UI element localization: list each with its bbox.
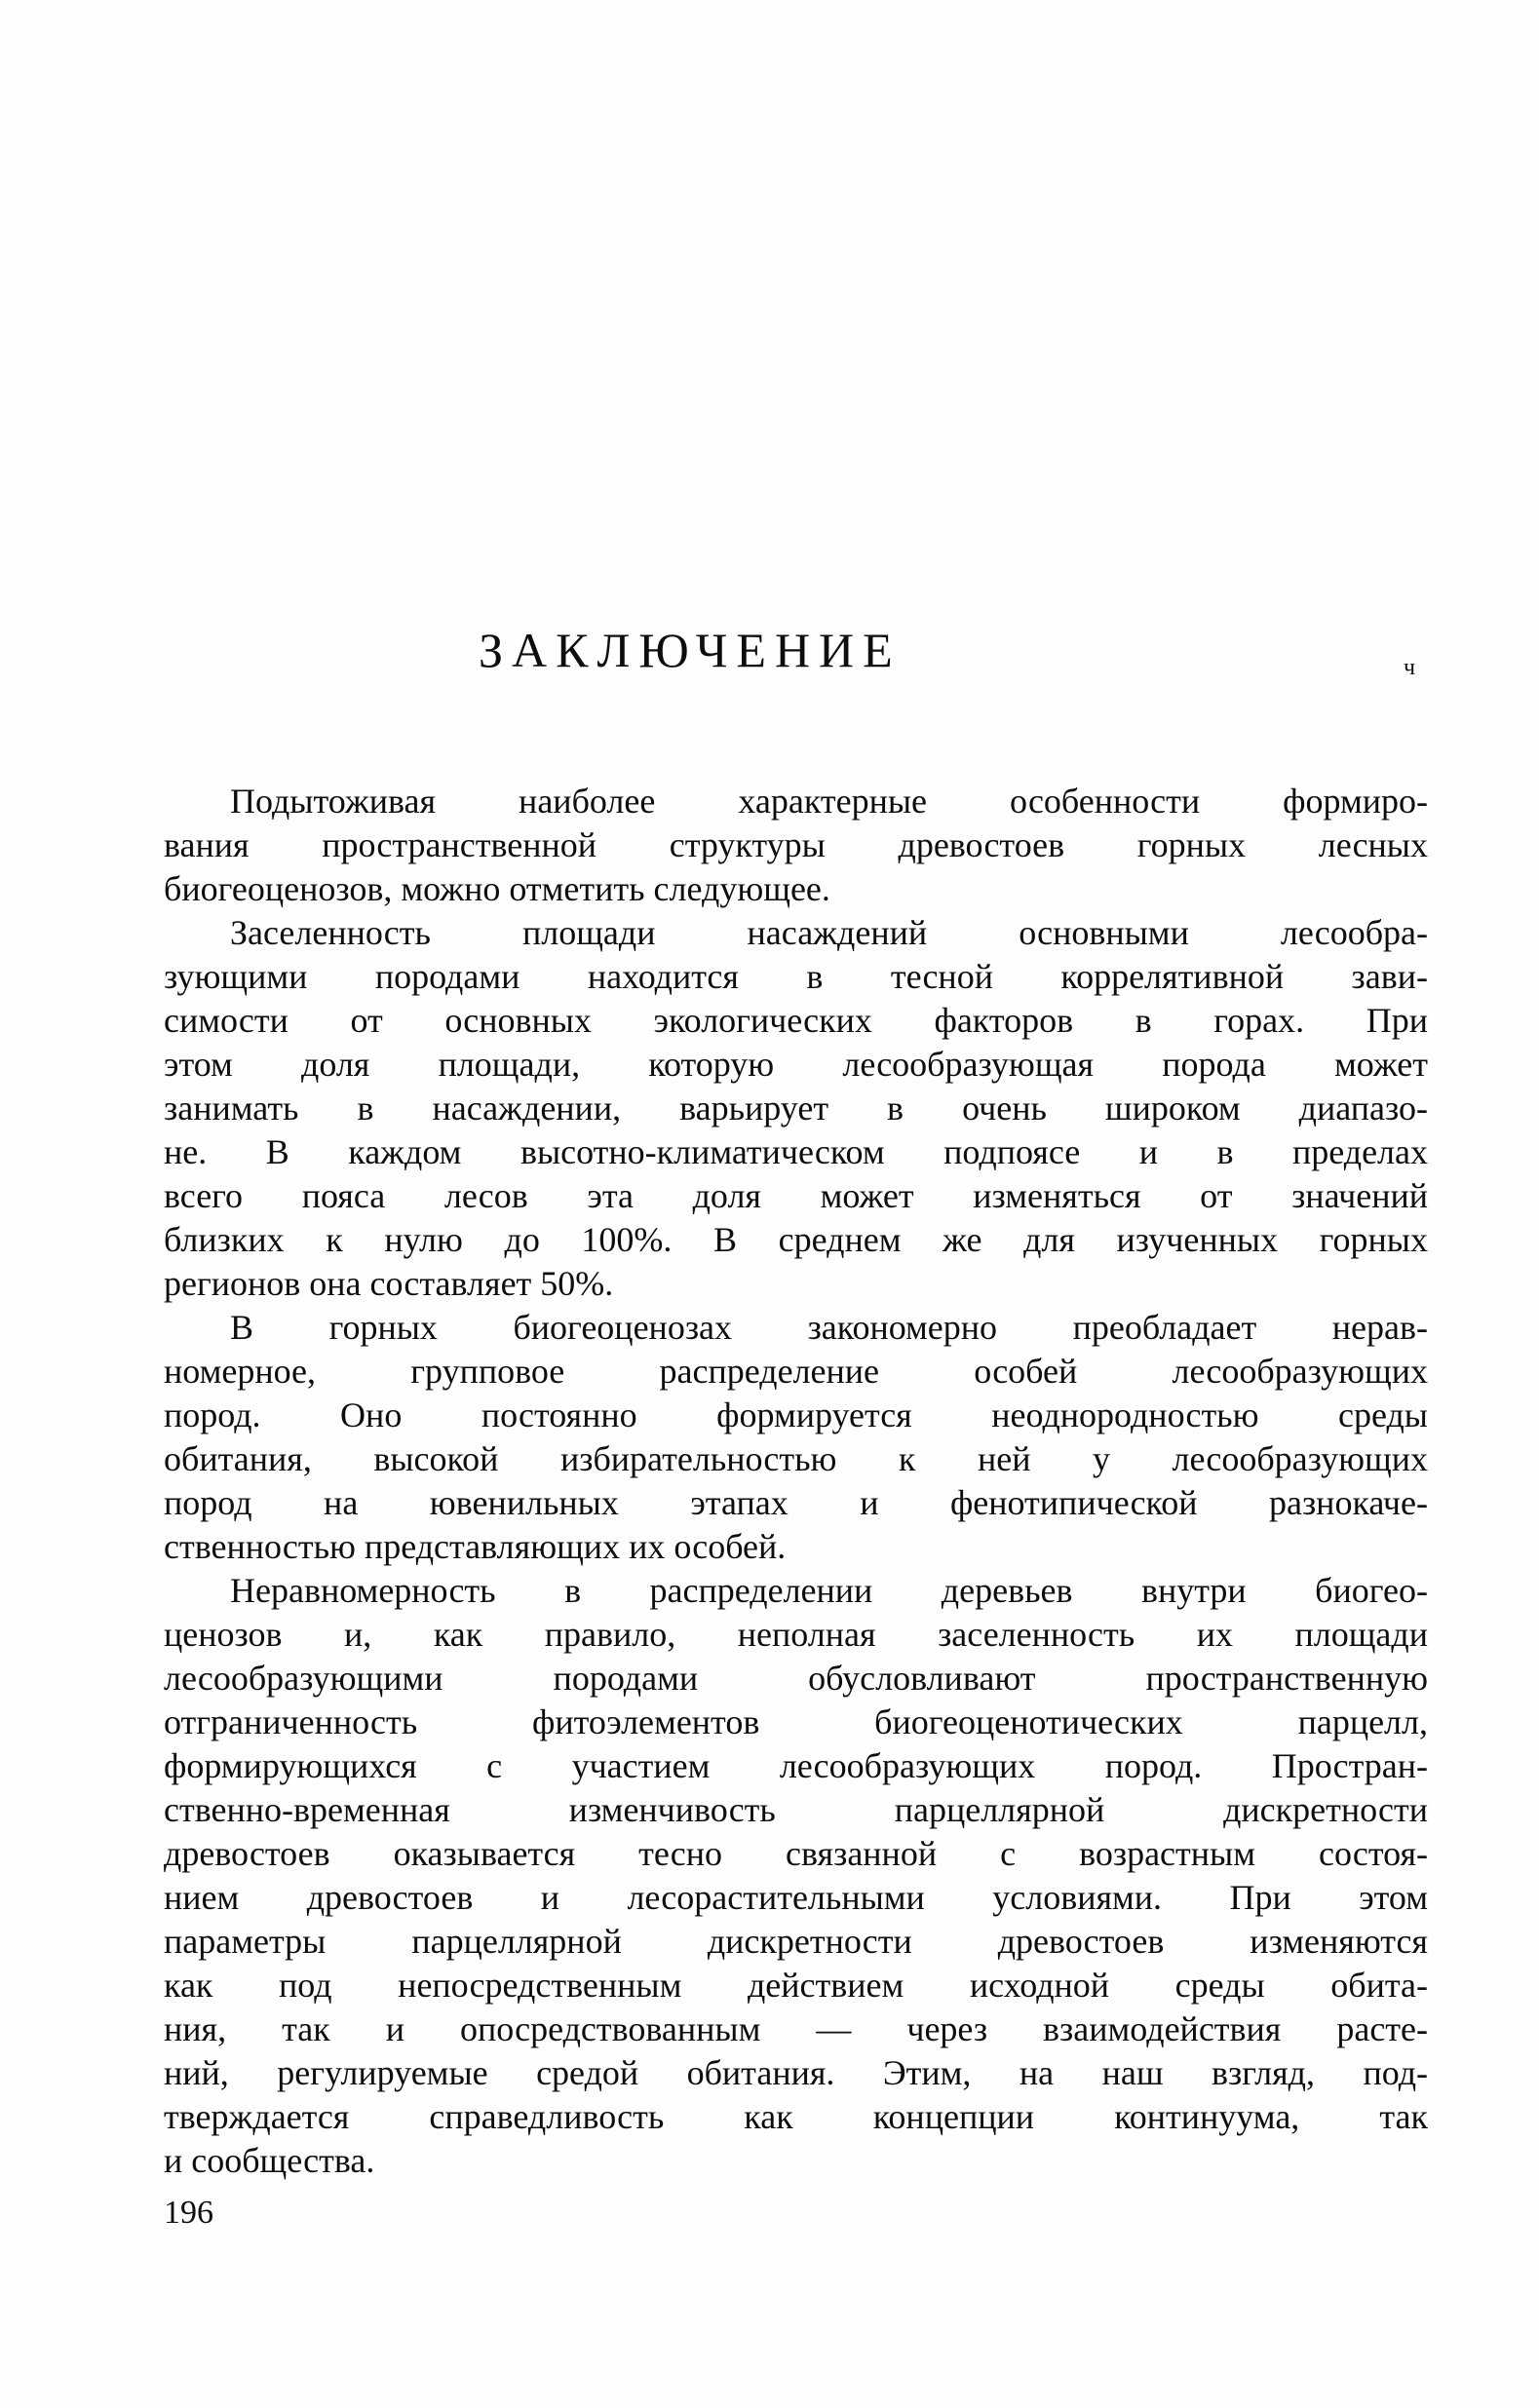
text-line: нием древостоев и лесорастительными условиями. При этом xyxy=(164,1878,1428,1917)
text-line: ния, так и опосредствованным — через взаимодействия расте- xyxy=(164,2009,1428,2048)
text-line: Заселенность площади насаждений основными лесообра- xyxy=(230,913,1428,952)
text-line: регионов она составляет 50%. xyxy=(164,1264,614,1303)
text-line: пород на ювенильных этапах и фенотипической разнокаче- xyxy=(164,1483,1428,1522)
text-line: вания пространственной структуры древостоев горных лесных xyxy=(164,825,1428,864)
text-line: биогеоценозов, можно отметить следующее. xyxy=(164,869,830,908)
print-artifact-mark: ч xyxy=(1404,655,1416,680)
chapter-title: ЗАКЛЮЧЕНИЕ xyxy=(479,623,902,677)
text-block xyxy=(164,780,1428,2183)
text-line: древостоев оказывается тесно связанной с возрастным состоя- xyxy=(164,1834,1428,1873)
text-line: и сообщества. xyxy=(164,2141,375,2180)
text-line: пород. Оно постоянно формируется неоднородностью среды xyxy=(164,1395,1428,1434)
text-line: тверждается справедливость как концепции континуума, так xyxy=(164,2097,1428,2136)
text-line: зующими породами находится в тесной коррелятивной зави- xyxy=(164,957,1428,996)
text-line: ценозов и, как правило, неполная заселенность их площади xyxy=(164,1615,1428,1654)
text-line: симости от основных экологических факторов в горах. При xyxy=(164,1001,1428,1040)
text-line: формирующихся с участием лесообразующих пород. Простран- xyxy=(164,1746,1428,1785)
text-line: Подытоживая наиболее характерные особенности формиро- xyxy=(230,782,1428,821)
text-line: не. В каждом высотно-климатическом подпоясе и в пределах xyxy=(164,1132,1428,1171)
text-line: номерное, групповое распределение особей лесообразующих xyxy=(164,1352,1428,1391)
text-line: занимать в насаждении, варьирует в очень широком диапазо- xyxy=(164,1089,1428,1128)
text-line: близких к нулю до 100%. В среднем же для изученных горных xyxy=(164,1220,1428,1259)
text-line: ственностью представляющих их особей. xyxy=(164,1527,787,1566)
text-line: параметры парцеллярной дискретности древостоев изменяются xyxy=(164,1922,1428,1961)
text-line: ственно-временная изменчивость парцеллярной дискретности xyxy=(164,1790,1428,1829)
text-line: этом доля площади, которую лесообразующая порода может xyxy=(164,1045,1428,1084)
text-line: отграниченность фитоэлементов биогеоценотических парцелл, xyxy=(164,1702,1428,1741)
text-line: всего пояса лесов эта доля может изменяться от значений xyxy=(164,1176,1428,1215)
text-line: лесообразующими породами обусловливают пространственную xyxy=(164,1659,1428,1698)
text-line: В горных биогеоценозах закономерно преобладает нерав- xyxy=(230,1308,1428,1347)
text-line: ний, регулируемые средой обитания. Этим, на наш взгляд, под- xyxy=(164,2053,1428,2092)
text-line: обитания, высокой избирательностью к ней у лесообразующих xyxy=(164,1439,1428,1478)
text-line: как под непосредственным действием исходной среды обита- xyxy=(164,1966,1428,2005)
page-number: 196 xyxy=(164,2195,213,2231)
text-line: Неравномерность в распределении деревьев внутри биогео- xyxy=(230,1571,1428,1610)
